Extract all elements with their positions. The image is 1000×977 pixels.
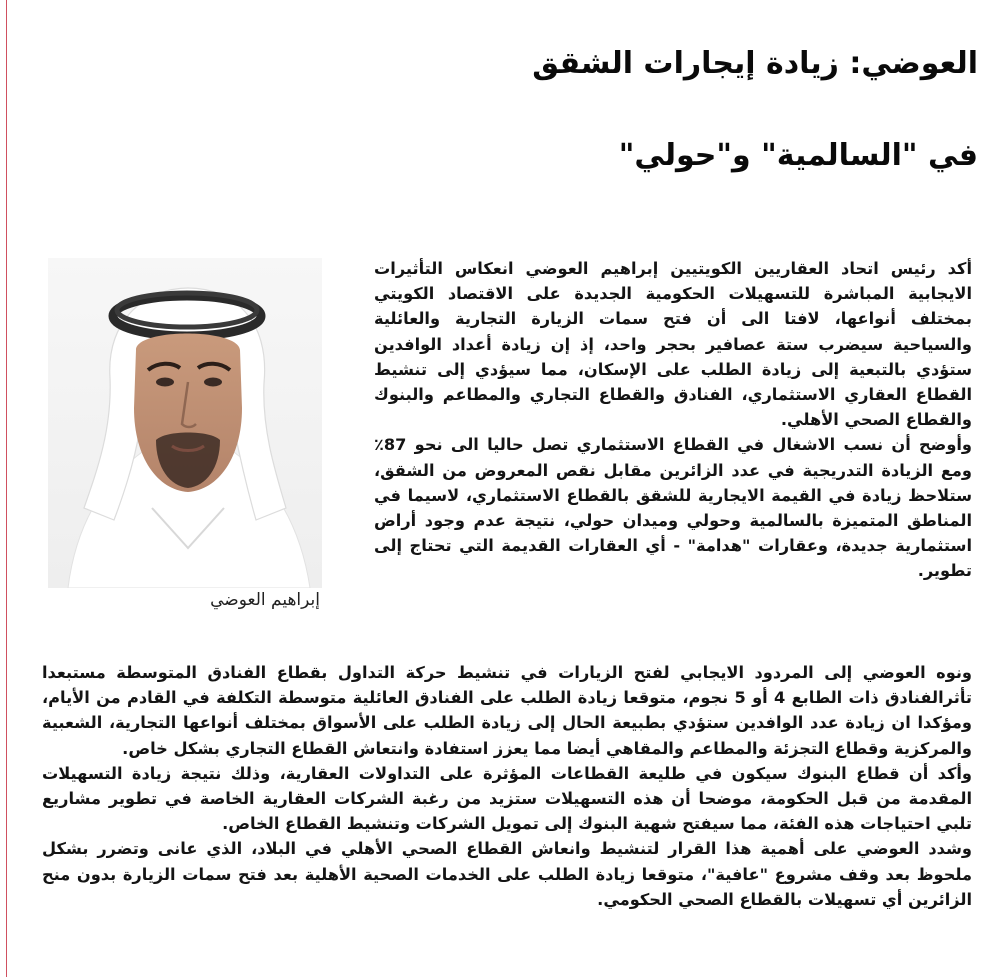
article-paragraph-2: وأوضح أن نسب الاشغال في القطاع الاستثماري تصل حاليا الى نحو 87٪ ومع الزيادة التدريجية في عدد الزائرين مقابل نقص المعروض من الشقق، ستلاحظ زيادة في القيمة الايجارية للشقق بالقطاع الاستثماري، لاسيما في المناطق المتميزة بالسالمية وحولي وميدان حولي، نتيجة عدم وجود أراض استثمارية جديدة، وعقارات "هدامة" - أي العقارات القديمة التي تحتاج إلى تطوير. [374, 435, 972, 581]
article-paragraph-1: أكد رئيس اتحاد العقاريين الكويتيين إبراهيم العوضي انعكاس التأثيرات الايجابية المباشرة للتسهيلات الحكومية الجديدة على الاقتصاد الكويتي بمختلف أنواعها، لافتا الى أن فتح سمات الزيارة التجارية والعائلية والسياحية سيضرب ستة عصافير بحجر واحد، إذ إن زيادة أعداد الوافدين ستؤدي بالتبعية إلى زيادة الطلب على الإسكان، مما سيؤدي إلى تنشيط القطاع العقاري الاستثماري، الفنادق والقطاع التجاري والمطاعم والبنوك والقطاع الصحي الأهلي. [374, 259, 972, 430]
article-body-bottom [42, 660, 972, 912]
article-paragraph-3: ونوه العوضي إلى المردود الايجابي لفتح الزيارات في تنشيط حركة التداول بقطاع الفنادق المتوسطة مستبعدا تأثرالفنادق ذات الطابع 4 أو 5 نجوم، متوقعا زيادة الطلب على الفنادق العائلية متوسطة التكلفة في القادم من الأيام، ومؤكدا ان زيادة عدد الوافدين ستؤدي بطبيعة الحال إلى زيادة الطلب على الأسواق بمختلف أنواعها التجارية، الشعبية والمركزية وقطاع التجزئة والمطاعم والمقاهي أيضا مما يعزز استفادة وانتعاش القطاع التجاري بشكل خاص. [42, 663, 972, 758]
headline-line-1: العوضي: زيادة إيجارات الشقق [532, 46, 978, 81]
article-paragraph-4: وأكد أن قطاع البنوك سيكون في طليعة القطاعات المؤثرة على التداولات العقارية، وذلك نتيجة زيادة التسهيلات المقدمة من قبل الحكومة، موضحا أن هذه التسهيلات ستزيد من رغبة الشركات العقارية الخاصة في تطوير مشاريع تلبي احتياجات هذه الفئة، مما سيفتح شهية البنوك إلى تمويل الشركات وتنشيط القطاع الخاص. [42, 763, 972, 834]
article-paragraph-5: وشدد العوضي على أهمية هذا القرار لتنشيط وانعاش القطاع الصحي الأهلي في البلاد، الذي عانى وتضرر بشكل ملحوظ بعد وقف مشروع "عافية"، متوقعا زيادة الطلب على الخدمات الصحية الأهلية بعد فتح سمات الزيارة بدون منح الزائرين أي تسهيلات بالقطاع الصحي الحكومي. [42, 839, 972, 909]
article-body-top [374, 256, 972, 584]
photo-caption: إبراهيم العوضي [210, 590, 320, 610]
headline-line-2: في "السالمية" و"حولي" [618, 138, 978, 173]
portrait-illustration [48, 258, 322, 588]
portrait-photo [48, 258, 322, 588]
page-edge-rule [6, 0, 7, 977]
headline [18, 18, 978, 202]
